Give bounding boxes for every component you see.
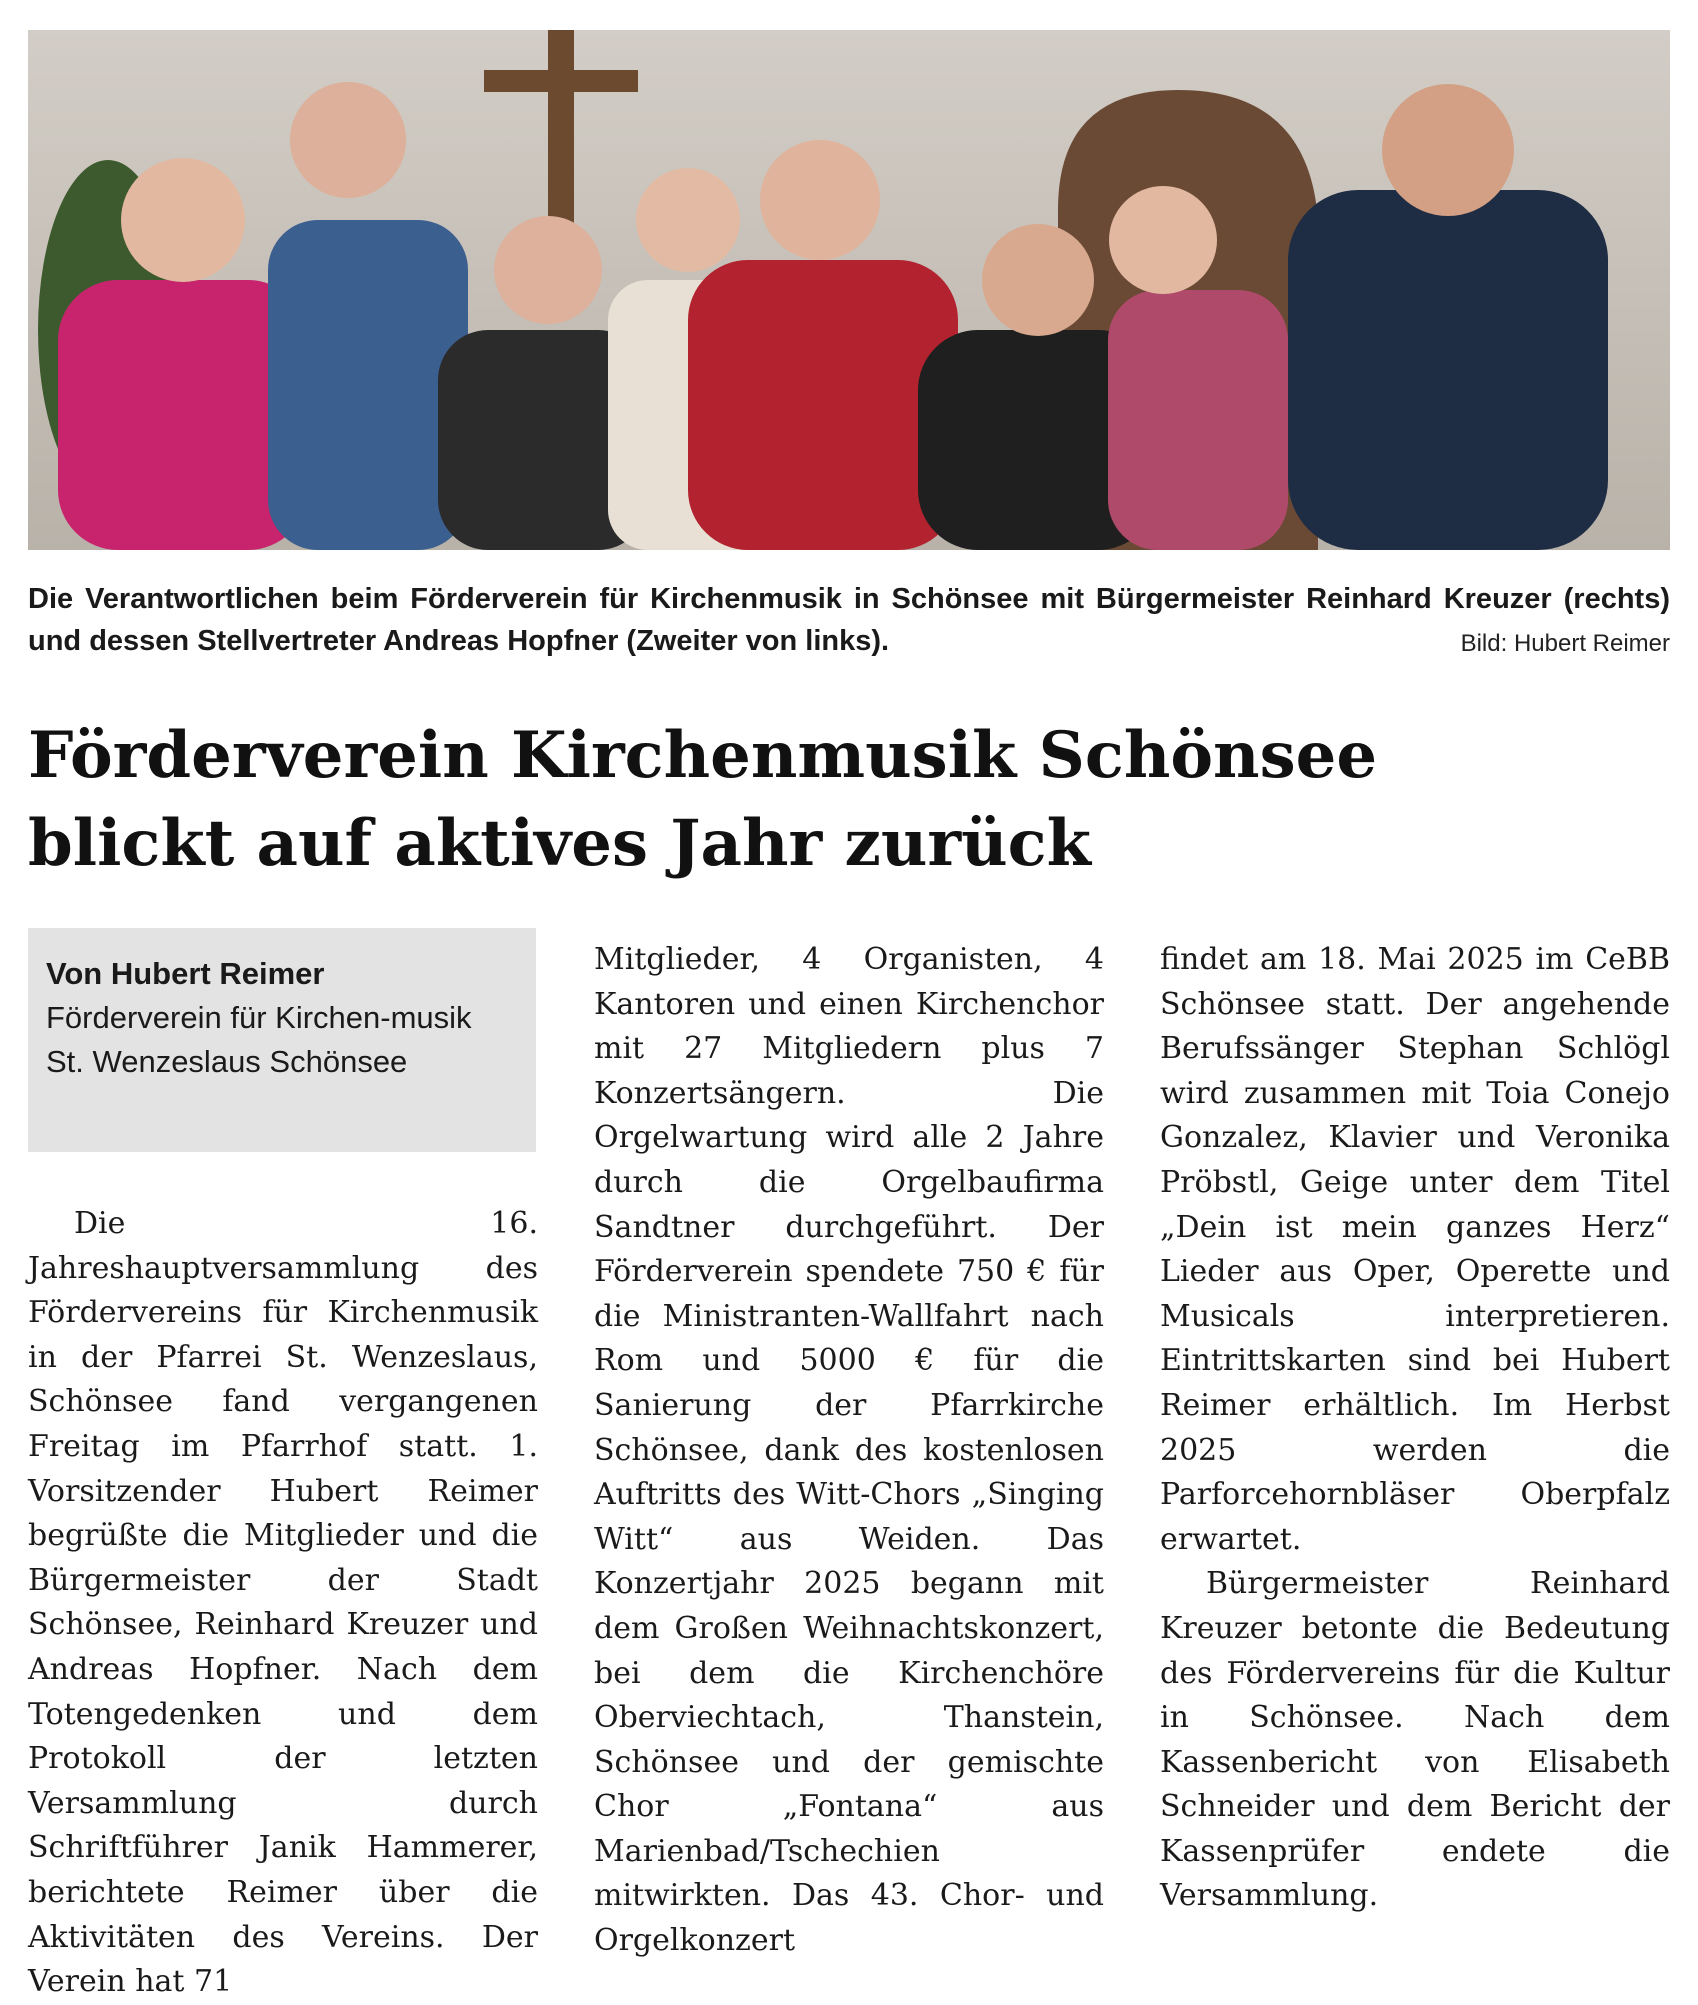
group-photo-icon bbox=[28, 30, 1670, 550]
body-paragraph: Bürgermeister Reinhard Kreuzer betonte die Bedeutung des Fördervereins für die Kultur in Schönsee. Nach dem Kassenbericht von Elisabeth Schneider und dem Bericht der Kassenprüfer endete die Versammlung. bbox=[1160, 1566, 1670, 1914]
body-paragraph: Die 16. Jahreshauptversammlung des Fördervereins für Kirchenmusik in der Pfarrei St. Wenzeslaus, Schönsee fand vergangenen Freitag im Pfarrhof statt. 1. Vorsitzender Hubert Reimer begrüßte die Mitglieder und die Bürgermeister der Stadt Schönsee, Reinhard Kreuzer und Andreas Hopfner. Nach dem Totengedenken und dem Protokoll der letzten Versammlung durch Schriftführer Janik Hammerer, berichtete Reimer über die Aktivitäten des Vereins. Der Verein hat 71 bbox=[28, 1206, 538, 2000]
photo-credit: Bild: Hubert Reimer bbox=[1460, 630, 1670, 657]
author-name: Von Hubert Reimer bbox=[46, 956, 325, 991]
article-column-1 bbox=[28, 1202, 538, 2005]
group-photo bbox=[28, 30, 1670, 550]
author-affiliation: Förderverein für Kirchen-musik St. Wenzeslaus Schönsee bbox=[46, 1000, 472, 1079]
article-headline bbox=[28, 712, 1670, 888]
headline-line-1: Förderverein Kirchenmusik Schönsee bbox=[28, 718, 1378, 793]
caption-text: Die Verantwortlichen beim Förderverein für Kirchenmusik in Schönsee mit Bürgermeister Reinhard Kreuzer (rechts) und dessen Stellvertreter Andreas Hopfner (Zweiter von links). bbox=[28, 583, 1670, 657]
article-column-3 bbox=[1160, 938, 1670, 1919]
article-column-2 bbox=[594, 938, 1104, 1964]
headline-line-2: blickt auf aktives Jahr zurück bbox=[28, 806, 1091, 881]
photo-caption bbox=[28, 578, 1670, 662]
author-box bbox=[28, 928, 536, 1152]
body-paragraph: findet am 18. Mai 2025 im CeBB Schönsee statt. Der angehende Berufssänger Stephan Schlögl wird zusammen mit Toia Conejo Gonzalez, Klavier und Veronika Pröbstl, Geige unter dem Titel „Dein ist mein ganzes Herz“ Lieder aus Oper, Operette und Musicals interpretieren. Eintrittskarten sind bei Hubert Reimer erhältlich. Im Herbst 2025 werden die Parforcehornbläser Oberpfalz erwartet. bbox=[1160, 942, 1670, 1557]
body-paragraph: Mitglieder, 4 Organisten, 4 Kantoren und einen Kirchenchor mit 27 Mitgliedern plus 7 Konzertsängern. Die Orgelwartung wird alle 2 Jahre durch die Orgelbaufirma Sandtner durchgeführt. Der Förderverein spendete 750 € für die Ministranten-Wallfahrt nach Rom und 5000 € für die Sanierung der Pfarrkirche Schönsee, dank des kostenlosen Auftritts des Witt-Chors „Singing Witt“ aus Weiden. Das Konzertjahr 2025 begann mit dem Großen Weihnachtskonzert, bei dem die Kirchenchöre Oberviechtach, Thanstein, Schönsee und der gemischte Chor „Fontana“ aus Marienbad/Tschechien mitwirkten. Das 43. Chor- und Orgelkonzert bbox=[594, 942, 1104, 1959]
